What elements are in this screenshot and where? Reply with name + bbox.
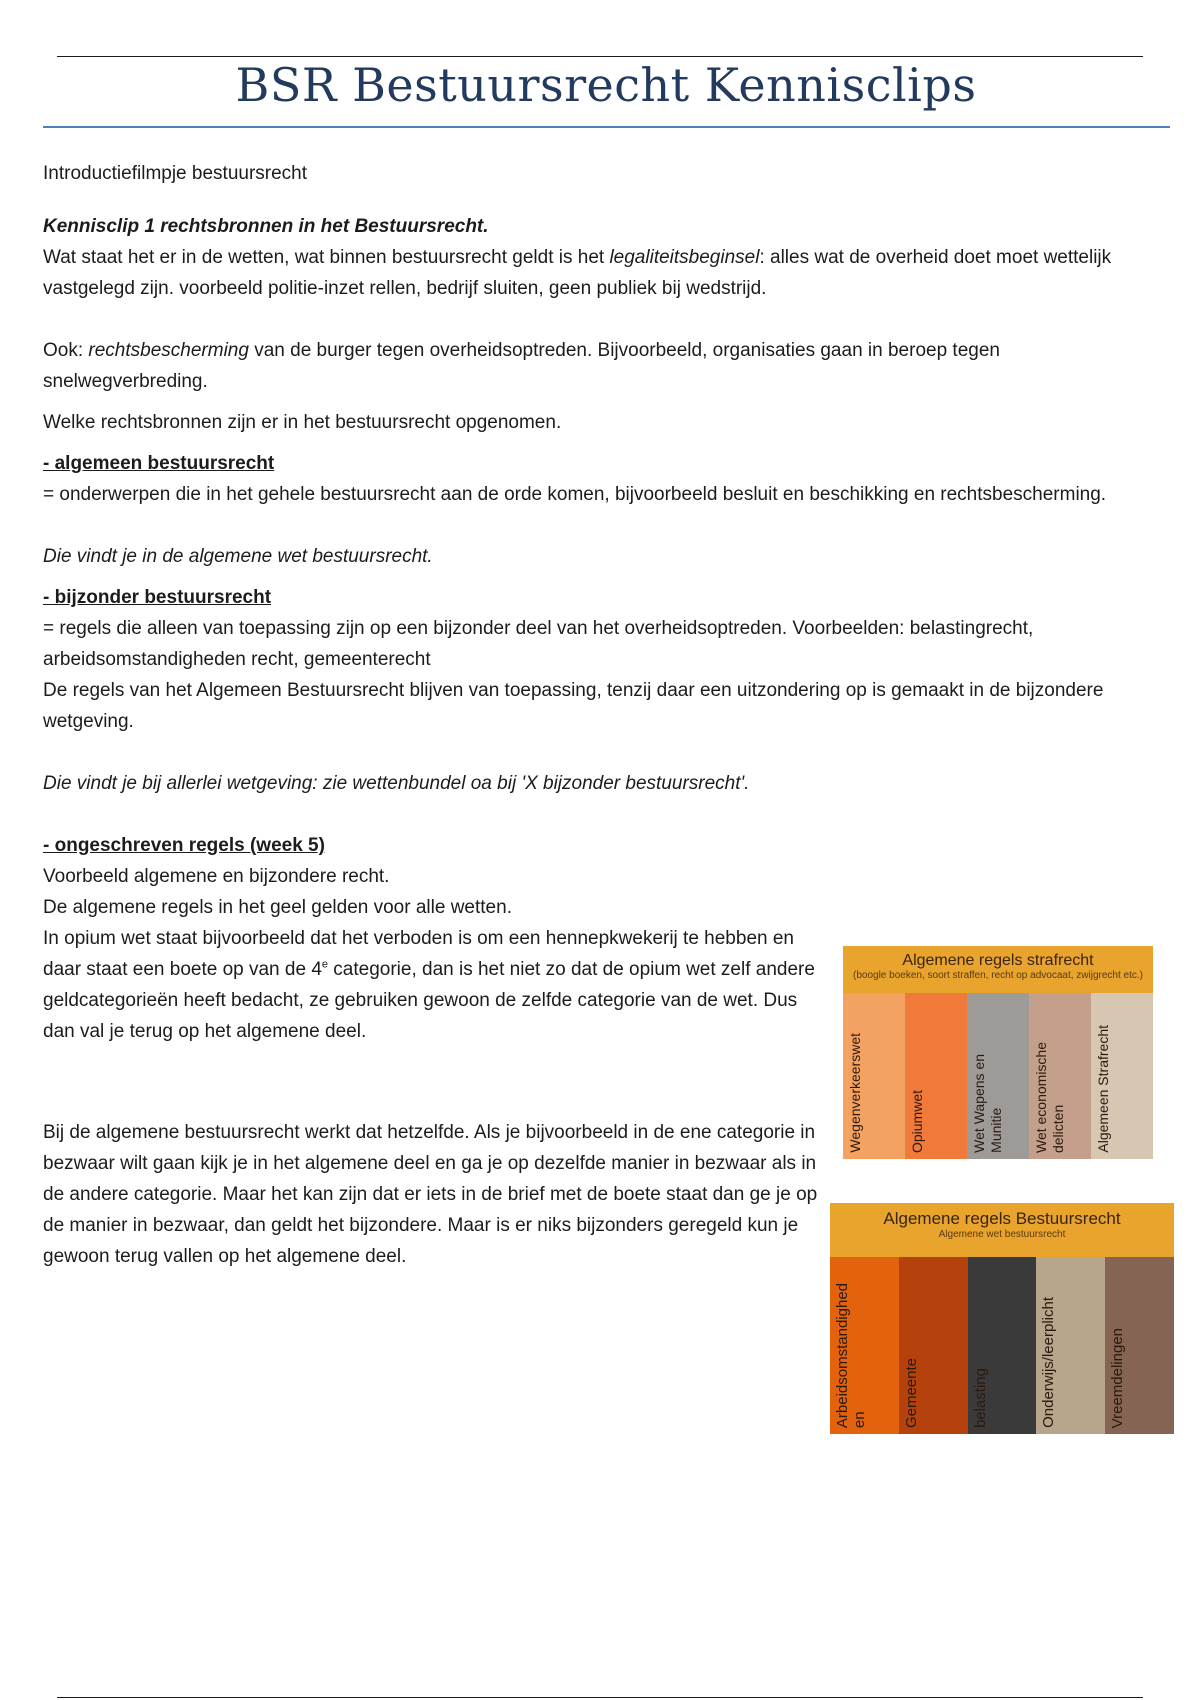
strafrecht-column-label: Algemeen Strafrecht (1095, 1025, 1111, 1153)
paragraph-legaliteit-a: Wat staat het er in de wetten, wat binnen bestuursrecht geldt is het (43, 247, 610, 268)
paragraph-bestuursrecht-example: Bij de algemene bestuursrecht werkt dat hetzelfde. Als je bijvoorbeeld in de ene categorie in bezwaar wilt gaan kijk je in het algemene deel en ga je op dezelfde manier in bezwaar als in de andere categorie. Maar het kan zijn dat er iets in de brief met de boete staat dan ge je op de manier in bezwaar, dan geldt het bijzondere. Maar is er niks bijzonders geregeld kun je gewoon terug vallen op het algemene deel. (43, 1122, 818, 1267)
bestuursrecht-column-label: Vreemdelingen (1109, 1327, 1127, 1428)
figure-bestuursrecht-title: Algemene regels Bestuursrecht (883, 1209, 1121, 1228)
strafrecht-column-label: Wet Wapens en Munitie (971, 1054, 1004, 1153)
paragraph-rechtsbronnen: Welke rechtsbronnen zijn er in het bestuursrecht opgenomen. (43, 412, 562, 433)
clip-heading: Kennisclip 1 rechtsbronnen in het Bestuursrecht. (43, 216, 489, 237)
bestuursrecht-column-label: Arbeidsomstandighed en (834, 1282, 868, 1428)
term-rechtsbescherming: rechtsbescherming (88, 340, 249, 361)
top-rule (57, 56, 1143, 57)
paragraph-rechtsbescherming (43, 335, 1168, 397)
bijzonder-note: Die vindt je bij allerlei wetgeving: zie wettenbundel oa bij 'X bijzonder bestuursrecht'. (43, 773, 750, 794)
figure-bestuursrecht-header (830, 1203, 1174, 1257)
strafrecht-column-4 (1091, 993, 1153, 1159)
paragraph-rechtsbescherming-a: Ook: (43, 340, 89, 361)
paragraph-rechtsbescherming-b: van de burger tegen overheidsoptreden. Bijvoorbeeld, organisaties gaan in beroep tegen snelwegverbreding. (43, 340, 1000, 392)
bestuursrecht-column-1 (899, 1257, 968, 1434)
document-title: BSR Bestuursrecht Kennisclips (235, 58, 977, 112)
ongeschreven-line-3-b: categorie, dan is het niet zo dat de opium wet zelf andere geldcategorieën heeft bedacht, ze gebruiken gewoon de zelfde categorie van de wet. Dus dan val je terug op het algemene deel. (43, 959, 815, 1042)
bottom-rule (57, 1697, 1143, 1698)
bijzonder-text: = regels die alleen van toepassing zijn op een bijzonder deel van het overheidsoptreden. Voorbeelden: belastingrecht, arbeidsomstandigheden recht, gemeenterecht (43, 618, 1034, 670)
figure-strafrecht-header (843, 946, 1153, 993)
strafrecht-column-0 (843, 993, 905, 1159)
strafrecht-column-label: Opiumwet (909, 1089, 925, 1153)
bestuursrecht-column-label: belasting (971, 1367, 989, 1428)
algemeen-text: = onderwerpen die in het gehele bestuursrecht aan de orde komen, bijvoorbeeld besluit en beschikking en rechtsbescherming. (43, 484, 1107, 505)
ongeschreven-line-3 (43, 923, 823, 1047)
paragraph-legaliteit-b: : alles wat de overheid doet moet wettelijk vastgelegd zijn. voorbeeld politie-inzet rellen, bedrijf sluiten, geen publiek bij wedstrijd. (43, 247, 1112, 299)
bestuursrecht-column-2 (968, 1257, 1037, 1434)
strafrecht-column-1 (905, 993, 967, 1159)
heading-bijzonder: - bijzonder bestuursrecht (43, 587, 272, 608)
title-underline (43, 126, 1170, 128)
figure-bestuursrecht-subtitle: Algemene wet bestuursrecht (938, 1229, 1066, 1240)
term-legaliteitsbeginsel: legaliteitsbeginsel (609, 247, 760, 268)
bestuursrecht-column-3 (1036, 1257, 1105, 1434)
figure-strafrecht (843, 946, 1153, 1159)
bestuursrecht-column-0 (830, 1257, 899, 1434)
intro-line: Introductiefilmpje bestuursrecht (43, 163, 308, 184)
superscript-e: e (321, 958, 329, 971)
ongeschreven-line-3-a: In opium wet staat bijvoorbeeld dat het verboden is om een hennepkwekerij te hebben en daar staat een boete op van de 4 (43, 928, 794, 980)
strafrecht-column-label: Wegenverkeerswet (847, 1033, 863, 1153)
heading-ongeschreven: - ongeschreven regels (week 5) (43, 835, 325, 856)
strafrecht-column-3 (1029, 993, 1091, 1159)
strafrecht-column-label: Wet economische delicten (1033, 1041, 1066, 1153)
strafrecht-column-2 (967, 993, 1029, 1159)
bestuursrecht-column-4 (1105, 1257, 1174, 1434)
figure-strafrecht-columns (843, 993, 1153, 1159)
algemeen-note: Die vindt je in de algemene wet bestuursrecht. (43, 546, 433, 567)
heading-algemeen: - algemeen bestuursrecht (43, 453, 275, 474)
paragraph-legaliteit (43, 242, 1168, 304)
ongeschreven-block (43, 861, 823, 1047)
figure-strafrecht-title: Algemene regels strafrecht (902, 952, 1094, 969)
figure-bestuursrecht-columns (830, 1257, 1174, 1434)
ongeschreven-line-2: De algemene regels in het geel gelden voor alle wetten. (43, 897, 512, 918)
bestuursrecht-column-label: Onderwijs/leerplicht (1040, 1297, 1058, 1428)
bijzonder-text-2: De regels van het Algemeen Bestuursrecht blijven van toepassing, tenzij daar een uitzondering op is gemaakt in de bijzondere wetgeving. (43, 680, 1104, 732)
figure-strafrecht-subtitle: (boogle boeken, soort straffen, recht op advocaat, zwijgrecht etc.) (853, 970, 1143, 981)
figure-bestuursrecht (830, 1203, 1174, 1434)
bestuursrecht-column-label: Gemeente (902, 1357, 920, 1428)
ongeschreven-line-1: Voorbeeld algemene en bijzondere recht. (43, 866, 390, 887)
